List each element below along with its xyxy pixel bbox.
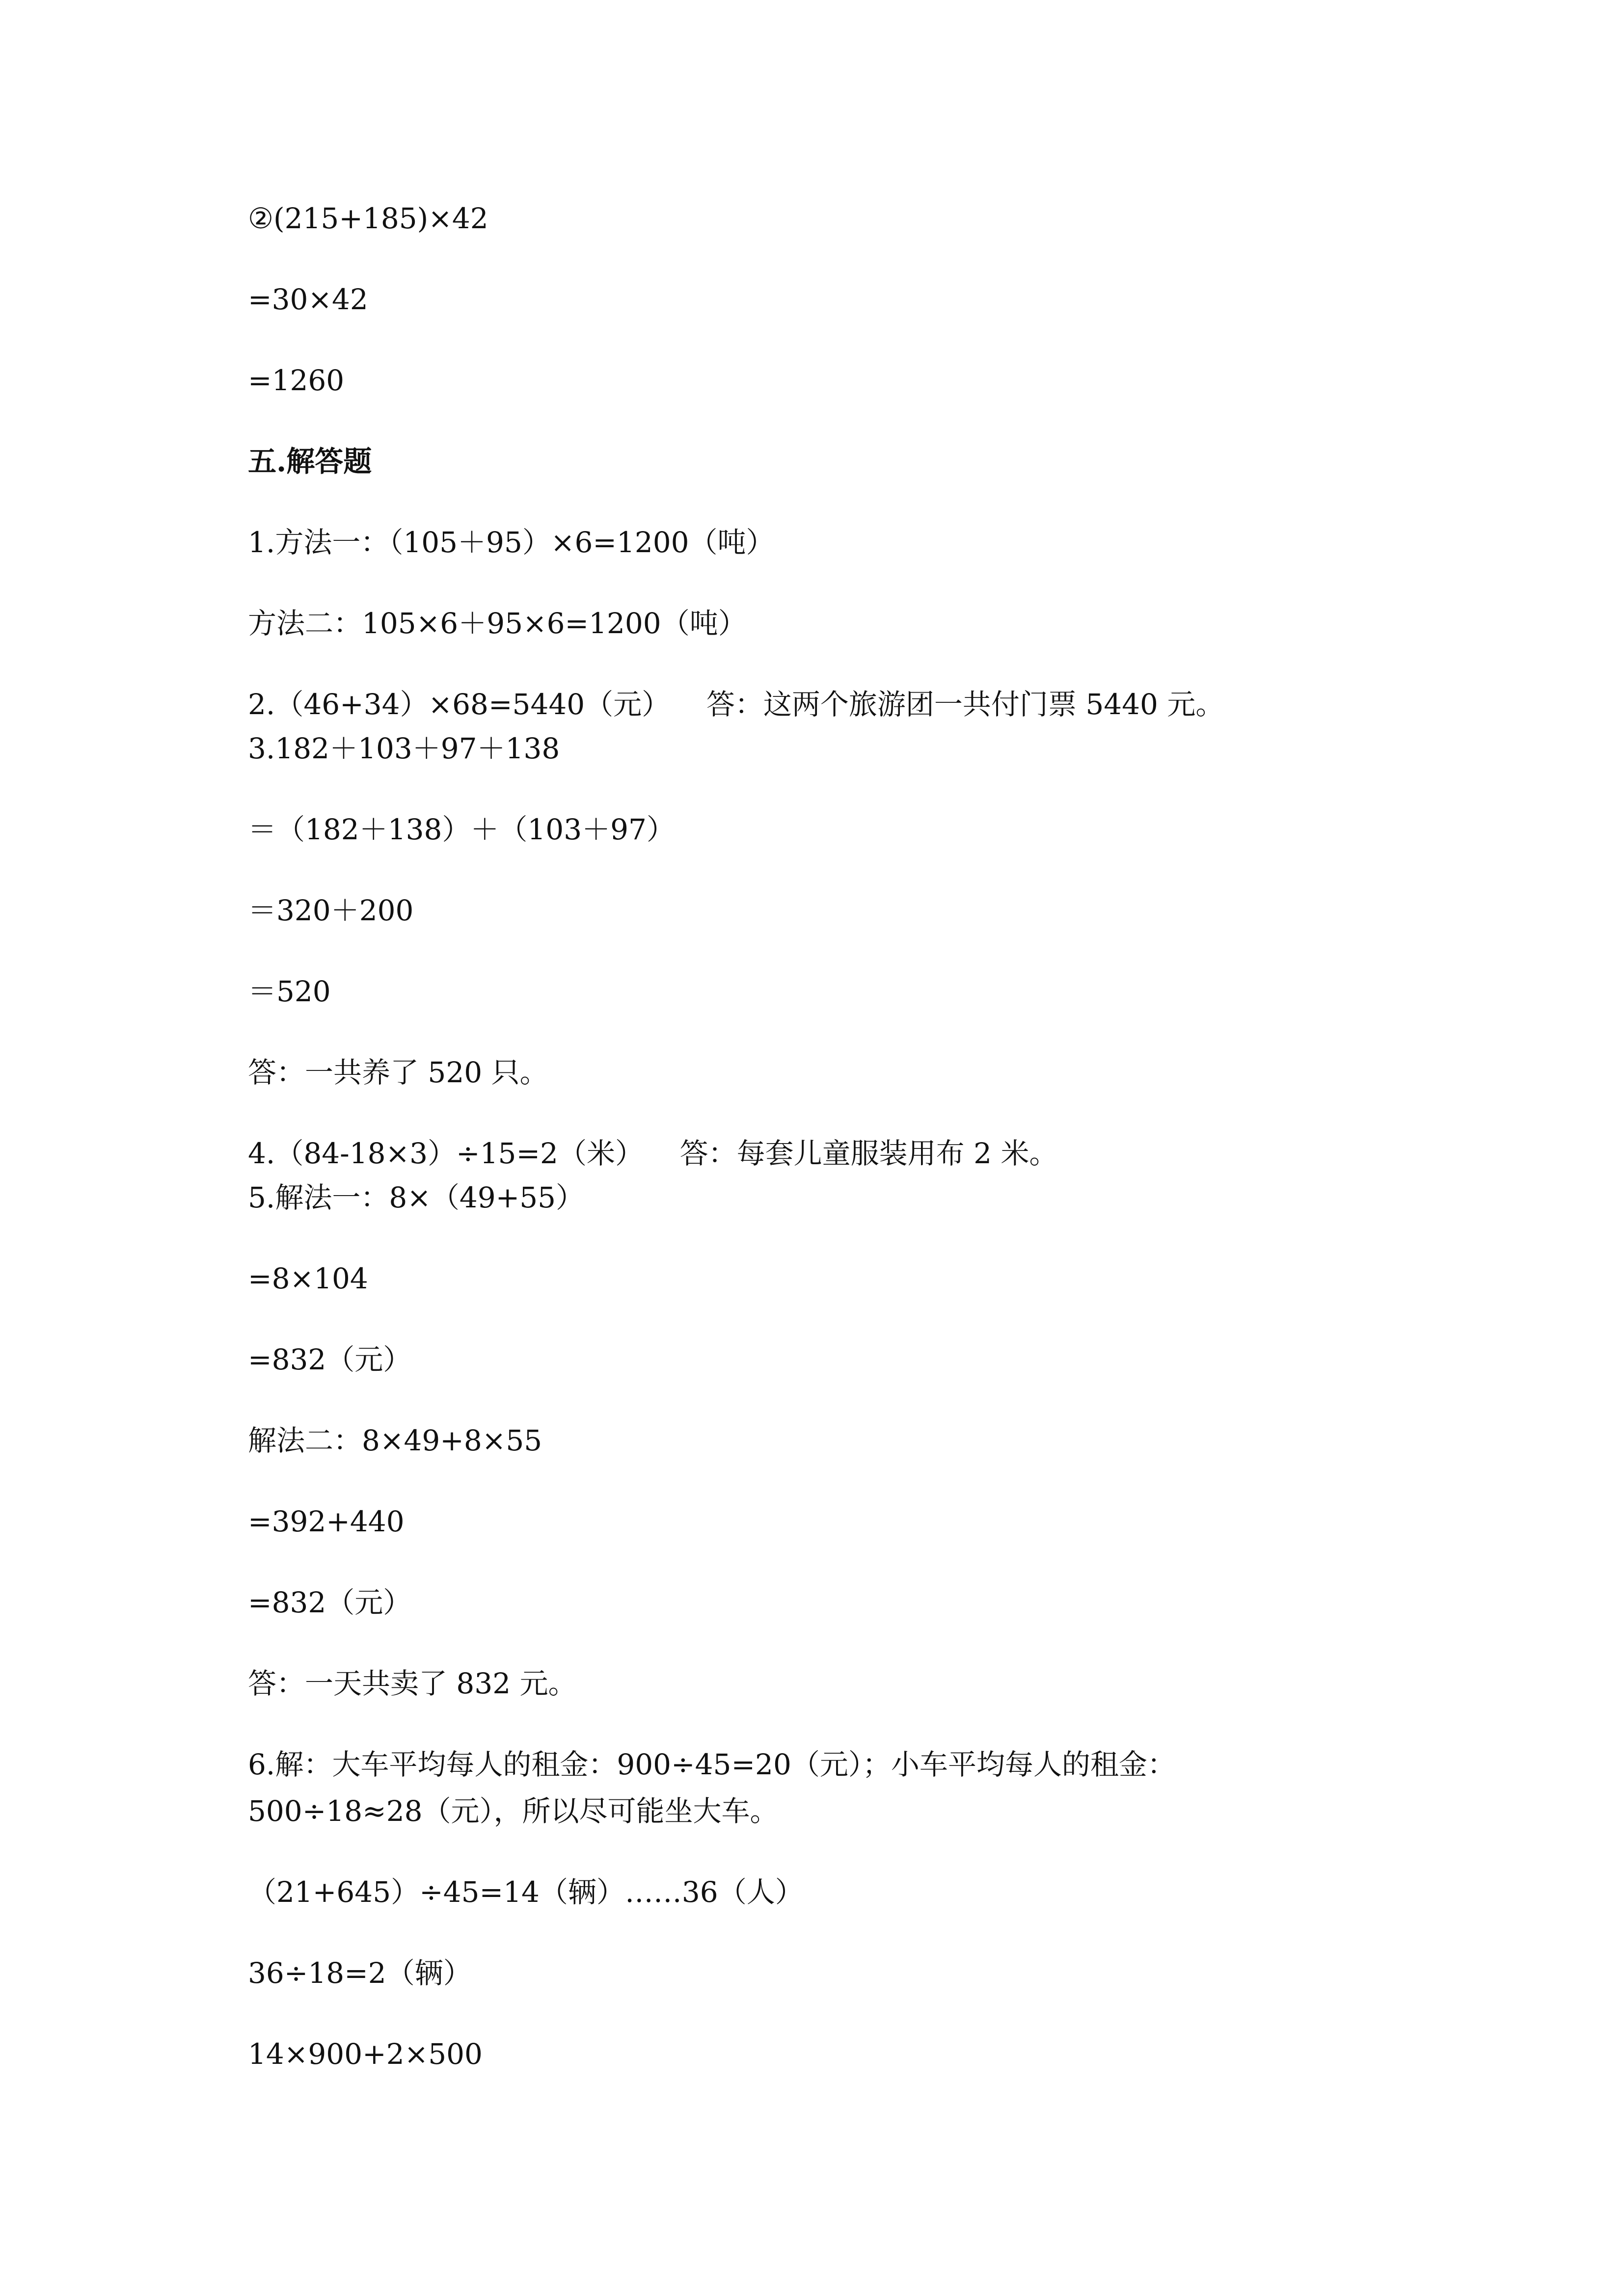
answer-line: 4.（84-18×3）÷15=2（米） 答：每套儿童服装用布 2 米。 <box>248 1137 1058 1170</box>
answer-line: 1.方法一：（105＋95）×6=1200（吨） <box>248 526 775 559</box>
answer-line: 2.（46+34）×68=5440（元） 答：这两个旅游团一共付门票 5440 元。 <box>248 688 1224 721</box>
equation-line: =30×42 <box>248 283 368 316</box>
equation-line: ＝520 <box>248 975 331 1008</box>
equation-line: =832（元） <box>248 1586 412 1619</box>
equation-line: （21+645）÷45=14（辆）……36（人） <box>248 1875 804 1909</box>
answer-line: 答：一共养了 520 只。 <box>248 1056 548 1089</box>
equation-line: =1260 <box>248 364 345 397</box>
equation-line: 36÷18=2（辆） <box>248 1956 472 1990</box>
answer-line: 5.解法一：8×（49+55） <box>248 1181 585 1214</box>
equation-line: ②(215+185)×42 <box>248 202 488 235</box>
equation-line: ＝（182＋138）＋（103＋97） <box>248 813 675 846</box>
answer-line: 解法二：8×49+8×55 <box>248 1424 542 1457</box>
equation-line: =832（元） <box>248 1343 412 1376</box>
answer-line: 答：一天共卖了 832 元。 <box>248 1667 577 1700</box>
answer-line: 3.182＋103＋97＋138 <box>248 732 560 765</box>
equation-line: ＝320＋200 <box>248 894 414 927</box>
answer-line: 方法二：105×6＋95×6=1200（吨） <box>248 607 747 640</box>
equation-line: =8×104 <box>248 1262 368 1295</box>
answer-line: 6.解：大车平均每人的租金：900÷45=20（元）；小车平均每人的租金： <box>248 1748 1176 1781</box>
answer-line: 500÷18≈28（元），所以尽可能坐大车。 <box>248 1794 779 1828</box>
equation-line: 14×900+2×500 <box>248 2037 483 2071</box>
equation-line: =392+440 <box>248 1505 405 1538</box>
section-heading: 五.解答题 <box>248 445 372 478</box>
